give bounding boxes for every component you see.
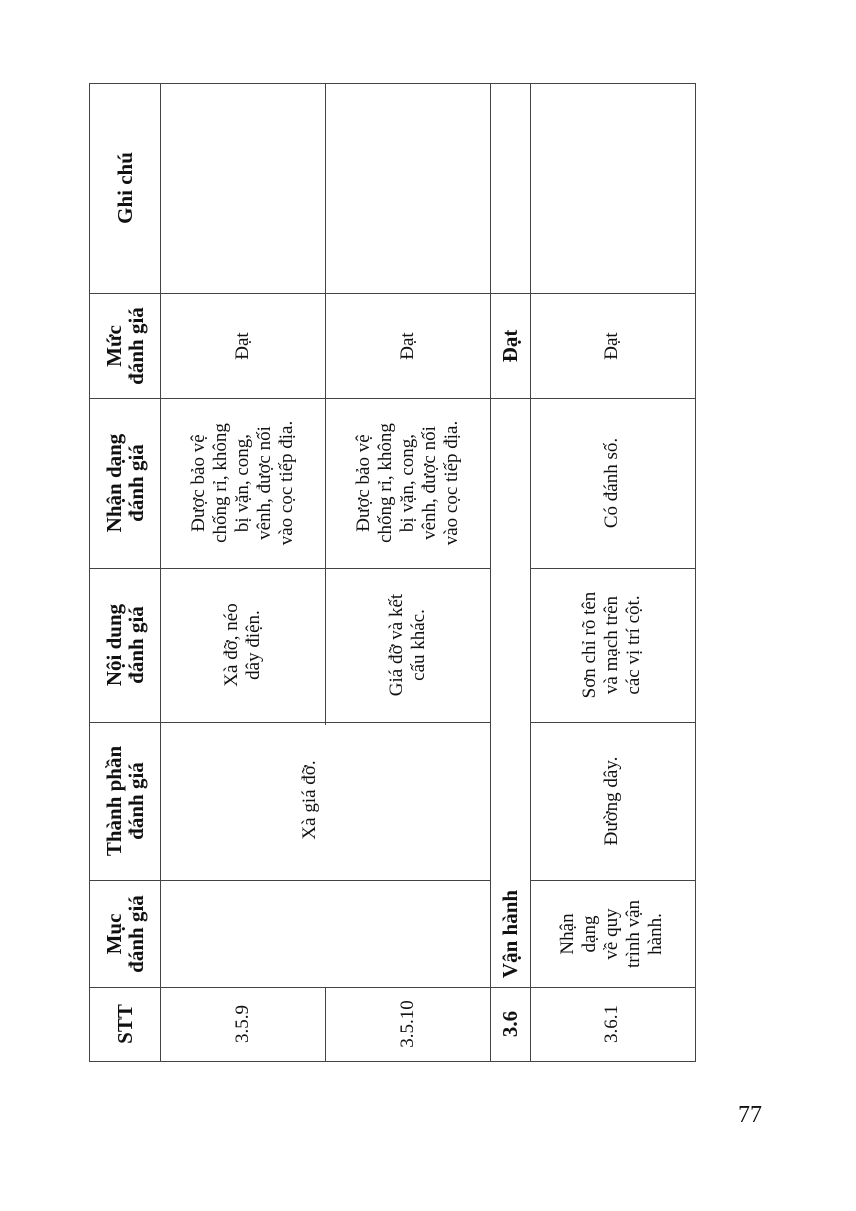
header-muc-danh-gia-line2: đánh giá <box>124 307 148 385</box>
row-359-nhan-dang-line5: vào cọc tiếp địa. <box>276 420 297 546</box>
table-border-left <box>89 83 90 1062</box>
header-muc <box>103 895 147 973</box>
row-3510-nhan-dang-line3: bị vặn, cong, <box>397 433 418 533</box>
header-nhan-dang <box>103 434 147 533</box>
row-361-muc-line2: dạng <box>579 915 600 953</box>
row-sep-nhandang-noidung-a <box>89 568 491 569</box>
row-361-noi-dung-line2: và mạch trên <box>601 595 622 695</box>
row-sep-thanhphan-muc-a <box>89 880 491 881</box>
row-361-nhan-dang: Có đánh số. <box>601 437 622 529</box>
row-3510-nhan-dang-line1: Được bảo vệ <box>353 434 374 532</box>
table-border-right <box>695 83 696 1062</box>
header-muc-danh-gia-line1: Mức <box>102 325 126 367</box>
row-3510-nhan-dang-line4: vênh, được nối <box>419 426 440 540</box>
col-sep-359-3510 <box>325 83 326 725</box>
page-number: 77 <box>738 1102 762 1128</box>
header-thanh-phan-line2: đánh giá <box>124 762 148 840</box>
col-sep-36-361 <box>530 83 531 1062</box>
table-border-bottom <box>89 1061 696 1062</box>
row-359-noi-dung <box>221 603 265 686</box>
header-thanh-phan <box>103 746 147 856</box>
header-stt: STT <box>113 1004 137 1044</box>
row-361-muc-line5: hành. <box>645 913 666 955</box>
header-nhan-dang-line1: Nhận dạng <box>102 433 126 533</box>
row-sep-noidung-thanhphan-a <box>89 722 491 723</box>
row-36-stt: 3.6 <box>498 1010 522 1038</box>
col-sep-3510-36 <box>490 83 491 1062</box>
row-3510-nhan-dang-line2: chống rỉ, không <box>375 423 396 543</box>
row-36-muc-danh-gia: Đạt <box>498 329 522 363</box>
row-359-noi-dung-line1: Xà đỡ, néo <box>221 603 242 687</box>
row-359-thanh-phan: Xà giá đỡ. <box>299 760 320 840</box>
row-3510-noi-dung-line2: cấu khác. <box>408 609 429 681</box>
col-sep-header <box>160 83 161 1062</box>
table-border-top <box>89 83 696 84</box>
header-noi-dung-line1: Nội dung <box>102 603 126 687</box>
row-361-muc-line4: trình vận <box>623 899 644 969</box>
row-361-muc-line1: Nhận <box>557 913 578 955</box>
row-361-noi-dung-line1: Sơn chỉ rõ tên <box>579 591 600 699</box>
header-nhan-dang-line2: đánh giá <box>124 444 148 522</box>
header-muc-danh-gia <box>103 307 147 385</box>
row-359-nhan-dang-line1: Được bảo vệ <box>188 434 209 532</box>
row-361-muc-danh-gia: Đạt <box>601 332 622 360</box>
row-359-nhan-dang-line3: bị vặn, cong, <box>232 433 253 533</box>
row-3510-nhan-dang <box>353 421 463 546</box>
row-sep-ghichu-muc <box>89 293 696 294</box>
row-359-noi-dung-line2: dây điện. <box>243 610 264 680</box>
header-muc-line2: đánh giá <box>124 895 148 973</box>
row-361-muc-line3: về quy <box>601 908 622 960</box>
row-sep-noidung-thanhphan-b <box>530 722 696 723</box>
row-3510-stt: 3.5.10 <box>397 1000 418 1048</box>
col-sep-359-3510-stt <box>325 987 326 1062</box>
row-359-muc-danh-gia: Đạt <box>232 332 253 360</box>
header-noi-dung <box>103 604 147 686</box>
row-361-thanh-phan: Đường dây. <box>601 756 622 846</box>
row-361-noi-dung-line3: các vị trí cột. <box>623 595 644 695</box>
row-sep-thanhphan-muc-b <box>530 880 696 881</box>
row-361-noi-dung <box>579 592 645 699</box>
row-359-nhan-dang-line2: chống rỉ, không <box>210 423 231 543</box>
row-3510-noi-dung <box>386 594 430 696</box>
row-359-stt: 3.5.9 <box>232 1005 253 1043</box>
row-sep-muc-stt <box>89 987 696 988</box>
row-359-nhan-dang-line4: vênh, được nối <box>254 426 275 540</box>
header-ghi-chu: Ghi chú <box>113 152 137 224</box>
header-noi-dung-line2: đánh giá <box>124 606 148 684</box>
row-3510-noi-dung-line1: Giá đỡ và kết <box>386 593 407 697</box>
row-3510-nhan-dang-line5: vào cọc tiếp địa. <box>441 420 462 546</box>
row-3510-muc-danh-gia: Đạt <box>397 332 418 360</box>
row-361-stt: 3.6.1 <box>601 1005 622 1043</box>
row-361-muc <box>557 900 667 968</box>
row-sep-muc-nhandang <box>89 398 696 399</box>
header-muc-line1: Mục <box>102 913 126 955</box>
row-359-nhan-dang <box>188 421 298 546</box>
row-36-muc: Vận hành <box>498 889 522 979</box>
row-sep-nhandang-noidung-b <box>530 568 696 569</box>
header-thanh-phan-line1: Thành phần <box>102 745 126 857</box>
